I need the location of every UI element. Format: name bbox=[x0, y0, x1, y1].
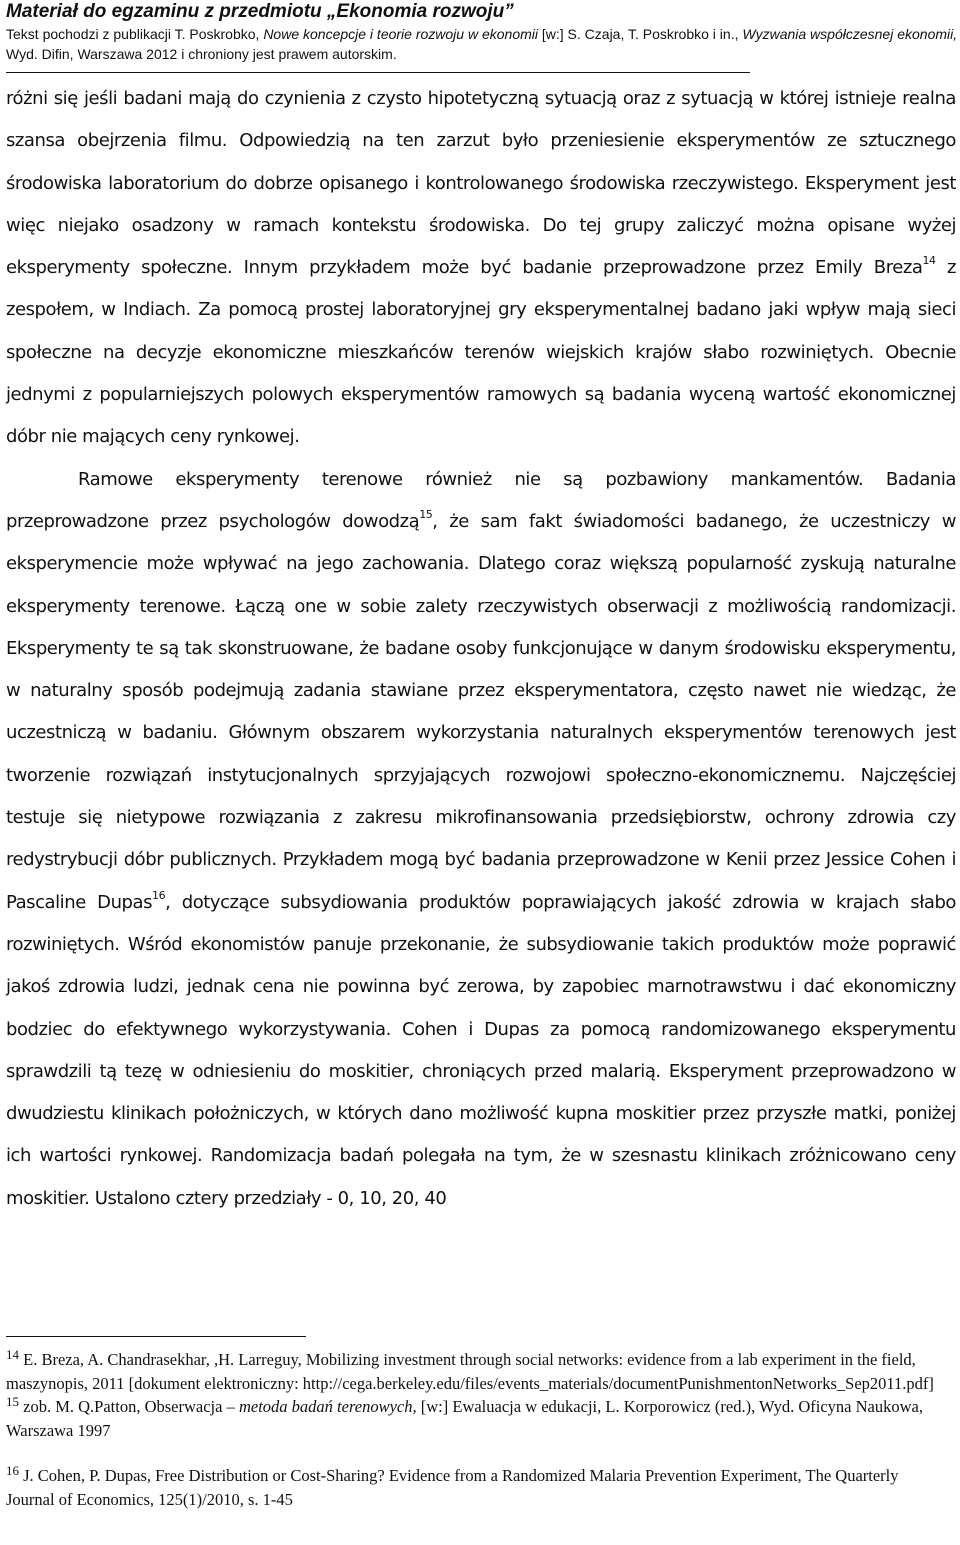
source-citation bbox=[6, 24, 956, 44]
publisher-line: Wyd. Difin, Warszawa 2012 i chroniony jest prawem autorskim. bbox=[6, 46, 397, 62]
source-book-title: Nowe koncepcje i teorie rozwoju w ekonomii bbox=[263, 26, 538, 42]
paragraph-2-text-cont: , dotyczące subsydiowania produktów poprawiających jakość zdrowia w krajach słabo rozwiniętych. Wśród ekonomistów panuje przekonanie, że subsydiowanie takich produktów może poprawić jakoś zdrowia ludzi, jednak cena nie powinna być zerowa, by zapobiec marnotrawstwu i dać ekonomiczny bodziec do efektywnego wykorzystywania. Cohen i Dupas za pomocą randomizowanego eksperymentu sprawdzili tą tezę w odniesieniu do moskitier, chroniących przed malarią. Eksperyment przeprowadzono w dwudziestu klinikach położniczych, w których dano możliwość kupna moskitier przez przyszłe matki, poniżej ich wartości rynkowej. Randomizacja badań polegała na tym, że w szesnastu klinikach zróżnicowano ceny moskitier. Ustalono cztery przedziały - 0, 10, 20, 40 bbox=[6, 891, 956, 1209]
footnote-italic-title: metoda badań terenowych, bbox=[238, 1397, 417, 1416]
paragraph-2 bbox=[6, 459, 956, 1220]
footnote-ref-14: 14 bbox=[922, 254, 936, 268]
footnote-text: E. Breza, A. Chandrasekhar, ,H. Larreguy, Mobilizing investment through social networks: evidence from a lab experiment in the field, maszynopis, 2011 [dokument elektroniczny: http://cega.berkeley.edu/files/events_materials/documentPunishmentonNetworks_Sep2011.pdf] bbox=[6, 1350, 934, 1393]
paragraph-2-text-mid: , że sam fakt świadomości badanego, że uczestniczy w eksperymencie może wpływać na jego zachowania. Dlatego coraz większą popularność zyskują naturalne eksperymenty terenowe. Łączą one w sobie zalety rzeczywistych obserwacji z możliwością randomizacji. Eksperymenty te są tak skonstruowane, że badane osoby funkcjonujące w danym środowisku eksperymentu, w naturalny sposób podejmują zadania stawiane przez eksperymentatora, często nawet nie wiedząc, że uczestniczą w badaniu. Głównym obszarem wykorzystania naturalnych eksperymentów terenowych jest tworzenie rozwiązań instytucjonalnych sprzyjających rozwojowi społeczno-ekonomicznemu. Najczęściej testuje się nietypowe rozwiązania z zakresu mikrofinansowania przedsiębiorstw, ochrony zdrowia czy redystrybucji dóbr publicznych. Przykładem mogą być badania przeprowadzone w Kenii przez Jessice Cohen i Pascaline Dupas bbox=[6, 510, 956, 913]
source-middle: [w:] S. Czaja, T. Poskrobko i in., bbox=[538, 26, 743, 42]
source-prefix: Tekst pochodzi z publikacji T. Poskrobko, bbox=[6, 26, 264, 42]
footnote-number: 15 bbox=[6, 1394, 19, 1409]
footnote-14 bbox=[6, 1348, 946, 1395]
header-divider bbox=[6, 72, 750, 73]
footnote-number: 16 bbox=[6, 1463, 19, 1478]
paragraph-1-text-cont: z zespołem, w Indiach. Za pomocą prostej laboratoryjnej gry eksperymentalnej badano jaki wpływ mają sieci społeczne na decyzje ekonomiczne mieszkańców terenów wiejskich krajów słabo rozwiniętych. Obecnie jednymi z popularniejszych polowych eksperymentów ramowych są badania wyceną wartość ekonomicznej dóbr nie mających ceny rynkowej. bbox=[6, 257, 956, 448]
main-text bbox=[6, 78, 956, 1220]
footnote-number: 14 bbox=[6, 1347, 19, 1362]
footnote-ref-15: 15 bbox=[419, 507, 433, 521]
footnote-16 bbox=[6, 1464, 946, 1511]
footnotes bbox=[6, 1348, 946, 1511]
footnote-ref-16: 16 bbox=[152, 888, 166, 902]
page-title: Materiał do egzaminu z przedmiotu „Ekonomia rozwoju” bbox=[6, 1, 514, 22]
footnote-text: zob. M. Q.Patton, Obserwacja – bbox=[19, 1397, 239, 1416]
footnote-text: J. Cohen, P. Dupas, Free Distribution or Cost-Sharing? Evidence from a Randomized Malaria Prevention Experiment, The Quarterly Journal of Economics, 125(1)/2010, s. 1-45 bbox=[6, 1466, 899, 1509]
source-series-title: Wyzwania współczesnej ekonomii, bbox=[742, 26, 958, 42]
footnote-15 bbox=[6, 1395, 946, 1442]
paragraph-2-text: Ramowe eksperymenty terenowe również nie są pozbawiony mankamentów. Badania przeprowadzone przez psychologów dowodzą bbox=[6, 468, 956, 532]
paragraph-1 bbox=[6, 78, 956, 459]
footnote-text-cont: [w:] Ewaluacja w edukacji, L. Korporowicz (red.), Wyd. Oficyna Naukowa, Warszawa 1997 bbox=[6, 1397, 923, 1440]
paragraph-1-text: różni się jeśli badani mają do czynienia z czysto hipotetyczną sytuacją oraz z sytuacją w której istnieje realna szansa obejrzenia filmu. Odpowiedzią na ten zarzut było przeniesienie eksperymentów ze sztucznego środowiska laboratorium do dobrze opisanego i kontrolowanego środowiska rzeczywistego. Eksperyment jest więc niejako osadzony w ramach kontekstu środowiska. Do tej grupy zaliczyć można opisane wyżej eksperymenty społeczne. Innym przykładem może być badanie przeprowadzone przez Emily Breza bbox=[6, 88, 956, 279]
page-header bbox=[6, 0, 956, 64]
footnote-divider bbox=[6, 1336, 306, 1337]
